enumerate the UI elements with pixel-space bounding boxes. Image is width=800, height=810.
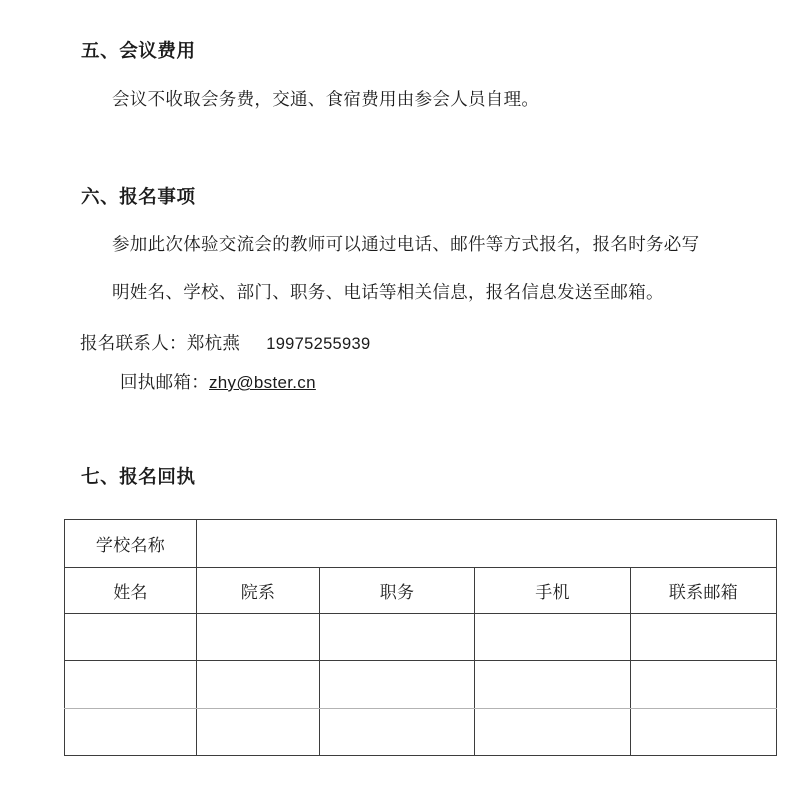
school-name-value-cell	[197, 520, 777, 568]
contact-person-name: 郑杭燕	[186, 333, 241, 353]
table-row-empty	[65, 661, 777, 709]
section-6-heading: 六、报名事项	[81, 188, 196, 208]
section-5-body-text: 会议不收取会务费，交通、食宿费用由参会人员自理。	[112, 89, 540, 109]
table-cell-empty	[197, 661, 320, 709]
section-5-heading: 五、会议费用	[81, 42, 196, 62]
table-cell-empty	[65, 709, 197, 756]
receipt-table	[64, 519, 777, 756]
table-cell-empty	[475, 614, 631, 661]
contact-phone-number: 19975255939	[266, 335, 371, 353]
column-header-department: 院系	[197, 568, 320, 614]
column-header-email: 联系邮箱	[631, 568, 777, 614]
table-cell-empty	[631, 614, 777, 661]
column-header-position: 职务	[320, 568, 475, 614]
section-6-paragraph-line-1: 参加此次体验交流会的教师可以通过电话、邮件等方式报名，报名时务必写	[112, 234, 700, 254]
school-name-label-cell: 学校名称	[65, 520, 197, 568]
table-cell-empty	[197, 614, 320, 661]
table-cell-empty	[65, 614, 197, 661]
reply-email-address: zhy@bster.cn	[209, 373, 316, 392]
table-cell-empty	[475, 709, 631, 756]
section-7-heading: 七、报名回执	[81, 468, 196, 488]
table-cell-empty	[197, 709, 320, 756]
table-cell-empty	[631, 661, 777, 709]
reply-email-line	[120, 369, 316, 394]
table-cell-empty	[631, 709, 777, 756]
registration-receipt-table	[64, 519, 777, 756]
table-cell-empty	[320, 614, 475, 661]
table-cell-empty	[475, 661, 631, 709]
table-cell-empty	[65, 661, 197, 709]
table-cell-empty	[320, 709, 475, 756]
reply-email-label: 回执邮箱：	[120, 372, 209, 392]
table-row-school	[65, 520, 777, 568]
table-row-column-headers	[65, 568, 777, 614]
contact-person-line	[80, 330, 370, 355]
table-cell-empty	[320, 661, 475, 709]
contact-person-label: 报名联系人：	[80, 333, 187, 353]
column-header-name: 姓名	[65, 568, 197, 614]
table-row-empty	[65, 709, 777, 756]
section-6-paragraph-line-2: 明姓名、学校、部门、职务、电话等相关信息，报名信息发送至邮箱。	[112, 282, 664, 302]
column-header-mobile: 手机	[475, 568, 631, 614]
table-row-empty	[65, 614, 777, 661]
